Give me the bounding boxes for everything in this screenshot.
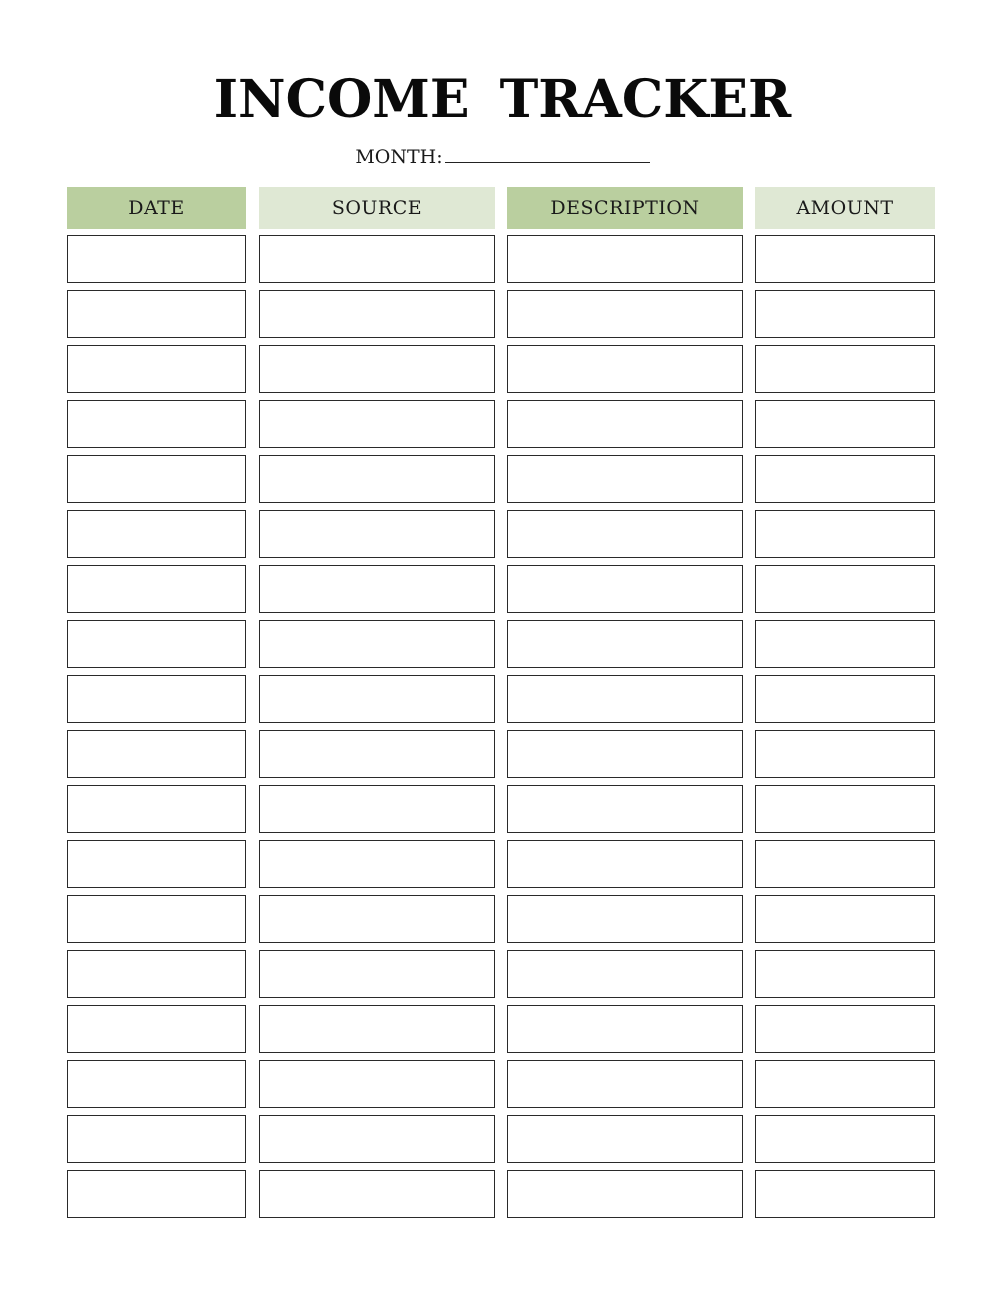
description-cell[interactable] [507,840,743,888]
column-header-date: DATE [67,187,246,229]
table-row [0,1115,1005,1170]
amount-cell[interactable] [755,235,935,283]
date-cell[interactable] [67,290,246,338]
amount-cell[interactable] [755,1170,935,1218]
source-cell[interactable] [259,235,495,283]
amount-cell[interactable] [755,895,935,943]
table-row [0,510,1005,565]
date-cell[interactable] [67,620,246,668]
amount-cell[interactable] [755,840,935,888]
table-row [0,290,1005,345]
date-cell[interactable] [67,1060,246,1108]
amount-cell[interactable] [755,730,935,778]
date-cell[interactable] [67,345,246,393]
table-row [0,235,1005,290]
source-cell[interactable] [259,1005,495,1053]
amount-cell[interactable] [755,1005,935,1053]
month-input-line[interactable] [445,161,650,163]
source-cell[interactable] [259,675,495,723]
amount-cell[interactable] [755,620,935,668]
source-cell[interactable] [259,895,495,943]
table-row [0,950,1005,1005]
source-cell[interactable] [259,840,495,888]
amount-cell[interactable] [755,455,935,503]
table-row [0,1005,1005,1060]
description-cell[interactable] [507,1005,743,1053]
source-cell[interactable] [259,950,495,998]
source-cell[interactable] [259,1115,495,1163]
amount-cell[interactable] [755,1060,935,1108]
date-cell[interactable] [67,1170,246,1218]
source-cell[interactable] [259,1060,495,1108]
amount-cell[interactable] [755,345,935,393]
table-row [0,1170,1005,1225]
amount-cell[interactable] [755,290,935,338]
date-cell[interactable] [67,950,246,998]
table-row [0,455,1005,510]
source-cell[interactable] [259,1170,495,1218]
table-row [0,895,1005,950]
description-cell[interactable] [507,620,743,668]
table-row [0,675,1005,730]
source-cell[interactable] [259,620,495,668]
description-cell[interactable] [507,290,743,338]
source-cell[interactable] [259,345,495,393]
description-cell[interactable] [507,400,743,448]
description-cell[interactable] [507,1170,743,1218]
date-cell[interactable] [67,840,246,888]
source-cell[interactable] [259,510,495,558]
date-cell[interactable] [67,675,246,723]
date-cell[interactable] [67,455,246,503]
source-cell[interactable] [259,785,495,833]
month-field[interactable] [0,142,1005,172]
description-cell[interactable] [507,565,743,613]
page-title: INCOME TRACKER [213,69,792,130]
date-cell[interactable] [67,1115,246,1163]
date-cell[interactable] [67,1005,246,1053]
column-header-description: DESCRIPTION [507,187,743,229]
date-cell[interactable] [67,235,246,283]
date-cell[interactable] [67,565,246,613]
source-cell[interactable] [259,730,495,778]
column-header-source: SOURCE [259,187,495,229]
date-cell[interactable] [67,895,246,943]
amount-cell[interactable] [755,510,935,558]
description-cell[interactable] [507,785,743,833]
amount-cell[interactable] [755,400,935,448]
table-row [0,730,1005,785]
table-row [0,1060,1005,1115]
date-cell[interactable] [67,400,246,448]
amount-cell[interactable] [755,1115,935,1163]
description-cell[interactable] [507,1060,743,1108]
amount-cell[interactable] [755,675,935,723]
description-cell[interactable] [507,510,743,558]
description-cell[interactable] [507,950,743,998]
description-cell[interactable] [507,675,743,723]
description-cell[interactable] [507,895,743,943]
column-header-amount: AMOUNT [755,187,935,229]
description-cell[interactable] [507,1115,743,1163]
date-cell[interactable] [67,730,246,778]
description-cell[interactable] [507,235,743,283]
table-row [0,400,1005,455]
date-cell[interactable] [67,510,246,558]
source-cell[interactable] [259,400,495,448]
amount-cell[interactable] [755,785,935,833]
source-cell[interactable] [259,565,495,613]
month-label: MONTH: [355,146,443,168]
source-cell[interactable] [259,455,495,503]
amount-cell[interactable] [755,950,935,998]
amount-cell[interactable] [755,565,935,613]
table-row [0,840,1005,895]
date-cell[interactable] [67,785,246,833]
description-cell[interactable] [507,730,743,778]
table-row [0,785,1005,840]
source-cell[interactable] [259,290,495,338]
table-row [0,565,1005,620]
tracker-rows [0,235,1005,1225]
description-cell[interactable] [507,345,743,393]
table-row [0,620,1005,675]
table-row [0,345,1005,400]
description-cell[interactable] [507,455,743,503]
